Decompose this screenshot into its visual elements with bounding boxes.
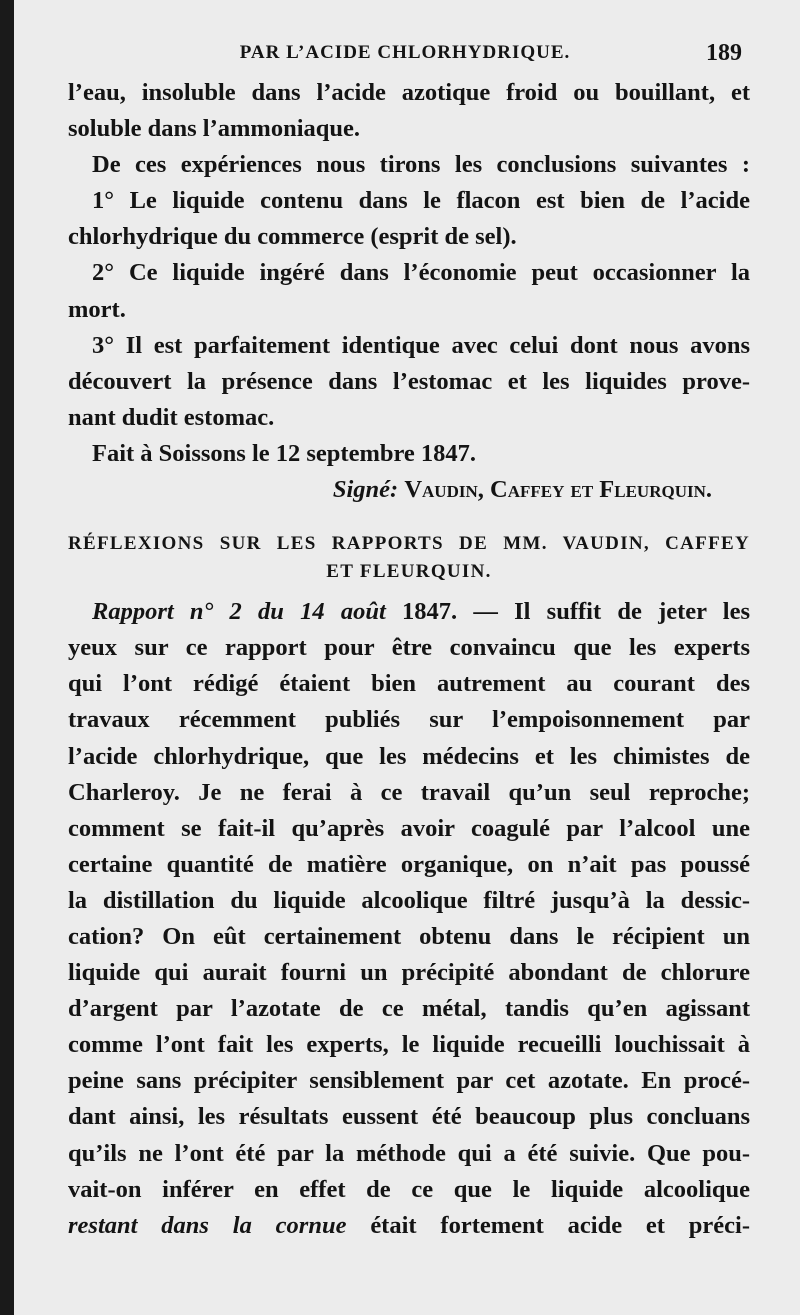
book-page [14,0,800,1315]
text-line: mort. [68,295,126,323]
text-line: 1° Le liquide contenu dans le flacon est bien de l’acide [92,187,750,215]
page-body [68,75,750,1244]
text-line: comme l’ont fait les experts, le liquide recueilli louchissait à [68,1031,750,1059]
signature-line [68,472,750,508]
text-line: certaine quantité de matière organique, on n’ait pas poussé [68,850,750,878]
section-title: RÉFLEXIONS SUR LES RAPPORTS DE MM. VAUDIN, CAFFEY [68,533,750,555]
section-title-continued: ET FLEURQUIN. [326,561,492,583]
text-line: dant ainsi, les résultats eussent été beaucoup plus concluans [68,1103,750,1131]
text-line [68,1208,750,1244]
page-header [68,40,742,74]
text-line: liquide qui aurait fourni un précipité abondant de chlorure [68,959,750,987]
text-line: 2° Ce liquide ingéré dans l’économie peut occasionner la [92,259,750,287]
text-line: soluble dans l’ammoniaque. [68,115,361,143]
text-span: était fortement acide et préci- [370,1211,750,1239]
text-line: yeux sur ce rapport pour être convaincu que les experts [68,634,750,662]
signature-names: Vaudin, Caffey et Fleurquin. [404,476,712,504]
text-line: De ces expériences nous tirons les conclusions suivantes : [92,151,750,179]
italic-phrase: restant dans la cornue [68,1211,347,1239]
text-line: Charleroy. Je ne ferai à ce travail qu’un seul reproche; [68,778,750,806]
text-line: l’acide chlorhydrique, que les médecins et les chimistes de [68,742,750,770]
text-line: la distillation du liquide alcoolique filtré jusqu’à la dessic- [68,886,750,914]
page-number: 189 [706,40,742,66]
text-line: vait-on inférer en effet de ce que le liquide alcoolique [68,1175,750,1203]
running-head: PAR L’ACIDE CHLORHYDRIQUE. [239,42,571,63]
text-line: 3° Il est parfaitement identique avec celui dont nous avons [92,331,750,359]
text-line: d’argent par l’azotate de ce métal, tandis qu’en agissant [68,995,750,1023]
text-line: travaux récemment publiés sur l’empoisonnement par [68,706,750,734]
text-line: comment se fait-il qu’après avoir coagulé par l’alcool une [68,814,750,842]
text-span: 1847. — Il suffit de jeter les [402,598,751,626]
text-line: l’eau, insoluble dans l’acide azotique froid ou bouillant, et [68,79,750,106]
text-line: Fait à Soissons le 12 septembre 1847. [92,439,477,467]
text-line [68,594,750,630]
text-line: qu’ils ne l’ont été par la méthode qui a été suivie. Que pou- [68,1139,750,1167]
text-line: nant dudit estomac. [68,403,275,431]
text-line: peine sans précipiter sensiblement par cet azotate. En procé- [68,1067,750,1095]
signature-label: Signé: [332,476,399,504]
text-line: découvert la présence dans l’estomac et les liquides prove- [68,367,750,395]
report-reference: Rapport n° 2 du 14 août [92,598,386,626]
text-line: cation? On eût certainement obtenu dans le récipient un [68,922,750,950]
text-line: chlorhydrique du commerce (esprit de sel). [68,223,517,251]
text-line: qui l’ont rédigé étaient bien autrement au courant des [68,670,750,698]
